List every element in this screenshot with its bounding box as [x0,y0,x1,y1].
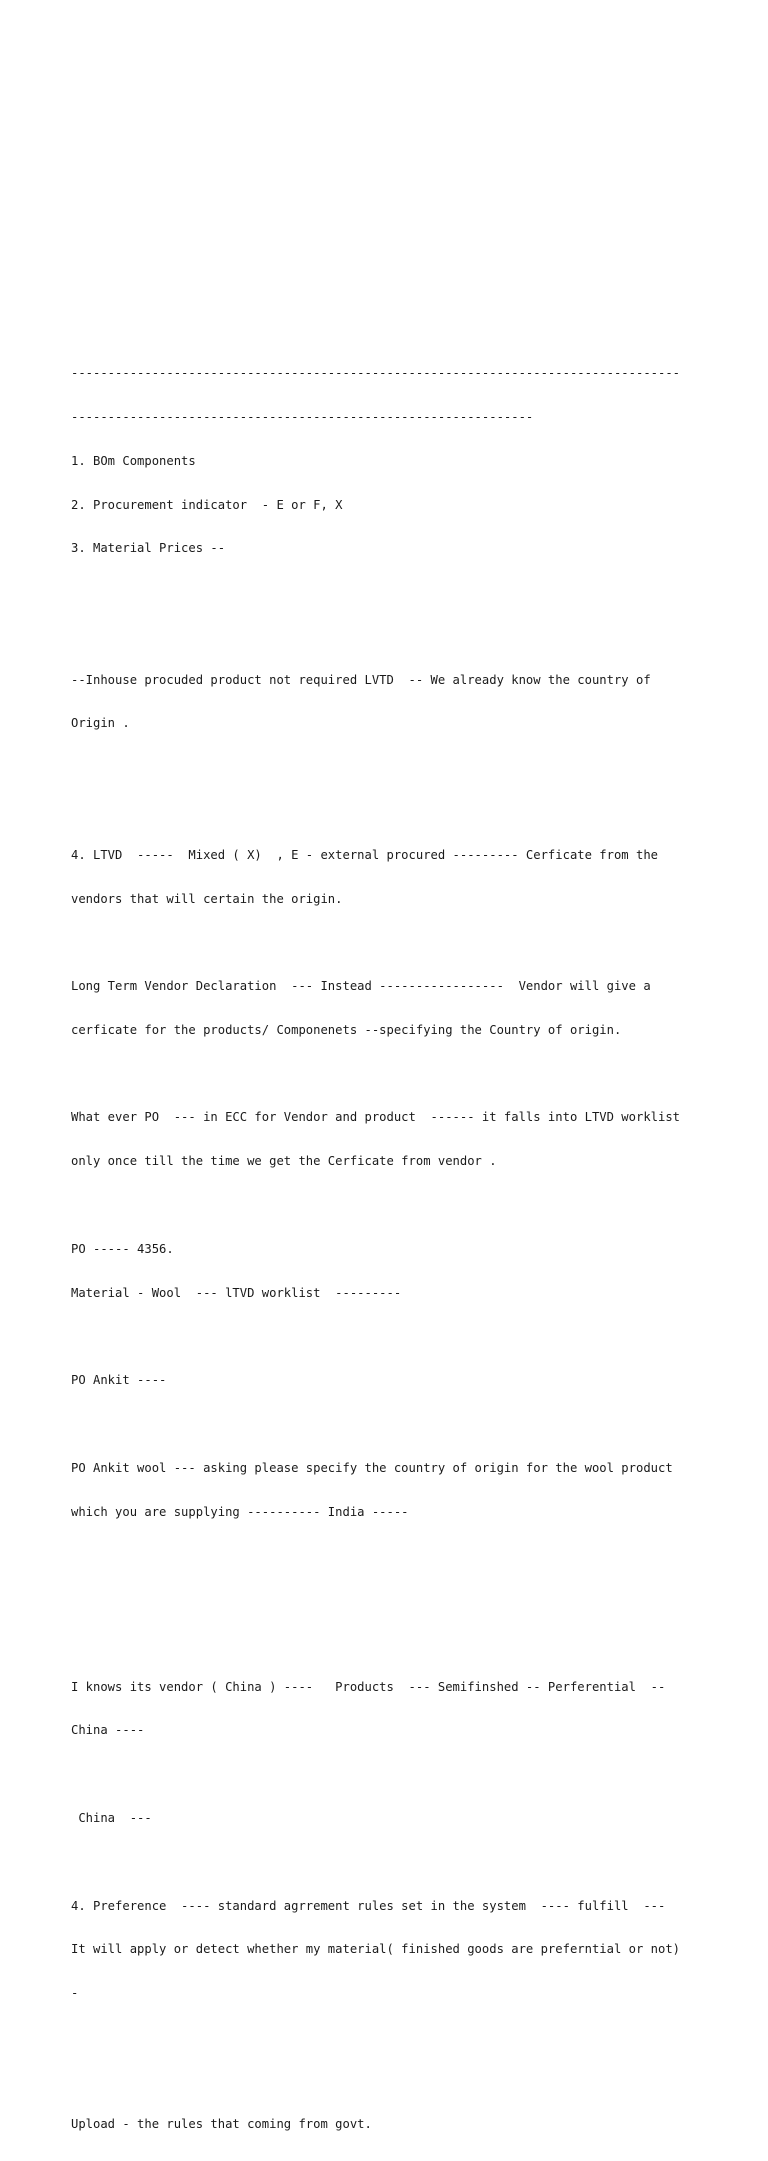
text-line: 1. BOm Components [71,453,196,468]
text-line: It will apply or detect whether my material( finished goods are preferntial or not) [71,1942,681,1957]
blank-line [71,1067,751,1082]
text-line: PO ----- 4356. [71,1241,174,1256]
blank-line [71,1592,751,1607]
blank-line [71,804,751,819]
text-line: which you are supplying ---------- India ----- [71,1504,409,1519]
text-line: 2. Procurement indicator - E or F, X [71,497,343,512]
blank-line [71,1329,751,1344]
blank-line [71,585,751,600]
text-line: PO Ankit wool --- asking please specify the country of origin for the wool product [71,1460,673,1475]
blank-line [71,1198,751,1213]
text-line: China ---- [71,1723,145,1738]
text-line: I knows its vendor ( China ) ---- Products --- Semifinshed -- Perferential -- [71,1679,666,1694]
document-body [71,337,751,2161]
text-line: 4. Preference ---- standard agrrement rules set in the system ---- fulfill --- [71,1898,666,1913]
separator-line: --------------------------------------------------------------- [71,409,534,424]
blank-line [71,2074,751,2089]
text-line: 4. LTVD ----- Mixed ( X) , E - external procured --------- Cerficate from the [71,847,658,862]
text-line: - [71,1986,79,2001]
text-line: vendors that will certain the origin. [71,891,343,906]
text-line: Origin . [71,716,130,731]
text-line: --Inhouse procuded product not required LVTD -- We already know the country of [71,672,651,687]
blank-line [71,935,751,950]
text-line: cerficate for the products/ Componenets --specifying the Country of origin. [71,1022,622,1037]
blank-line [71,760,751,775]
text-line: What ever PO --- in ECC for Vendor and product ------ it falls into LTVD worklist [71,1110,681,1125]
text-line: 3. Material Prices -- [71,541,226,556]
blank-line [71,629,751,644]
text-line: PO Ankit ---- [71,1373,167,1388]
blank-line [71,2030,751,2045]
blank-line [71,1417,751,1432]
blank-line [71,1548,751,1563]
text-line: China --- [71,1810,152,1825]
text-line: only once till the time we get the Cerficate from vendor . [71,1154,497,1169]
text-line: Material - Wool --- lTVD worklist --------- [71,1285,402,1300]
text-line: Long Term Vendor Declaration --- Instead ----------------- Vendor will give a [71,979,651,994]
blank-line [71,1855,751,1870]
blank-line [71,1636,751,1651]
text-line: Upload - the rules that coming from govt. [71,2117,372,2132]
separator-line: ----------------------------------------------------------------------------------- [71,366,681,381]
blank-line [71,1767,751,1782]
